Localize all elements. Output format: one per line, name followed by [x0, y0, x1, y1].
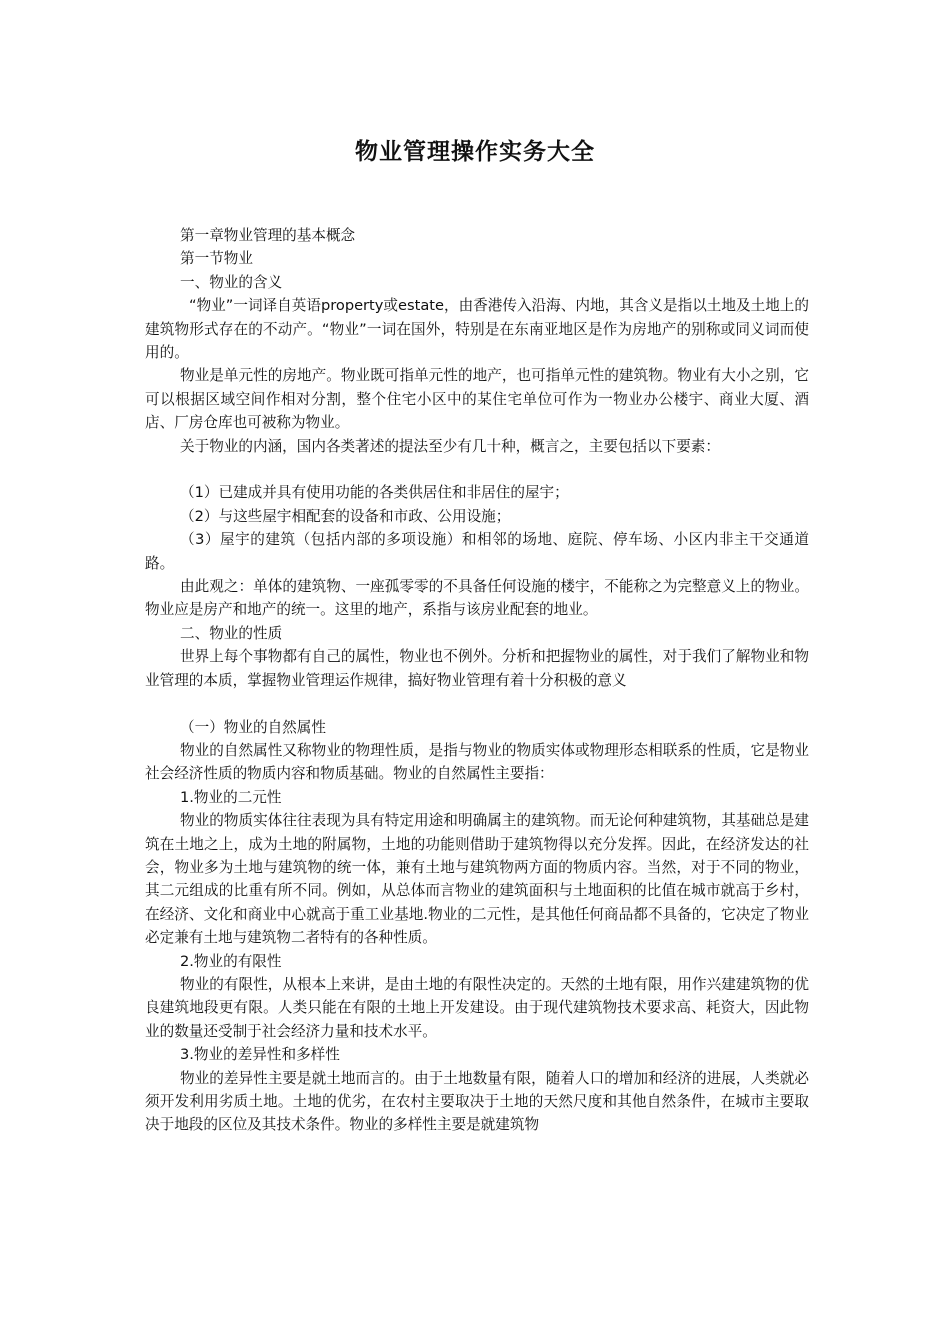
item-heading: 3.物业的差异性和多样性 [180, 1046, 340, 1064]
item-heading: 1.物业的二元性 [180, 788, 282, 806]
paragraph: 由此观之：单体的建筑物、一座孤零零的不具备任何设施的楼宇，不能称之为完整意义上的物业。物业应是房产和地产的统一。这里的地产，系指与该房业配套的地业。 [145, 578, 809, 619]
document-body [145, 224, 809, 1137]
subsection-heading: 一、物业的含义 [180, 273, 283, 291]
chapter-heading: 第一章物业管理的基本概念 [180, 227, 356, 244]
subsection-heading: 二、物业的性质 [180, 624, 283, 642]
document-title: 物业管理操作实务大全 [355, 139, 595, 165]
list-item: （1）已建成并具有使用功能的各类供居住和非居住的屋宇； [180, 484, 569, 502]
subsection-heading: （一）物业的自然属性 [180, 718, 326, 736]
paragraph: 物业是单元性的房地产。物业既可指单元性的地产，也可指单元性的建筑物。物业有大小之别，它可以根据区域空间作相对分割，整个住宅小区中的某住宅单位可作为一物业办公楼宇、商业大厦、酒店、厂房仓库也可被称为物业。 [145, 367, 809, 432]
paragraph: 关于物业的内涵，国内各类著述的提法至少有几十种，概言之，主要包括以下要素： [180, 437, 720, 455]
list-item: （2）与这些屋宇相配套的设备和市政、公用设施； [180, 507, 511, 525]
item-heading: 2.物业的有限性 [180, 952, 282, 970]
list-item: （3）屋宇的建筑（包括内部的多项设施）和相邻的场地、庭院、停车场、小区内非主干交通道路。 [145, 531, 809, 572]
paragraph: “物业”一词译自英语property或estate，由香港传入沿海、内地，其含义是指以土地及土地上的建筑物形式存在的不动产。“物业”一词在国外，特别是在东南亚地区是作为房地产的别称或同义词而使用的。 [145, 297, 809, 362]
paragraph: 世界上每个事物都有自己的属性，物业也不例外。分析和把握物业的属性，对于我们了解物业和物业管理的本质，掌握物业管理运作规律，搞好物业管理有着十分积极的意义 [145, 648, 809, 689]
blank-line [145, 692, 809, 715]
paragraph: 物业的差异性主要是就土地而言的。由于土地数量有限，随着人口的增加和经济的进展，人类就必须开发利用劣质土地。土地的优劣，在农村主要取决于土地的天然尺度和其他自然条件，在城市主要取决于地段的区位及其技术条件。物业的多样性主要是就建筑物 [145, 1069, 809, 1134]
paragraph: 物业的有限性，从根本上来讲，是由土地的有限性决定的。天然的土地有限，用作兴建建筑物的优良建筑地段更有限。人类只能在有限的土地上开发建设。由于现代建筑物技术要求高、耗资大，因此物业的数量还受制于社会经济力量和技术水平。 [145, 975, 809, 1040]
paragraph: 物业的自然属性又称物业的物理性质，是指与物业的物质实体或物理形态相联系的性质，它是物业社会经济性质的物质内容和物质基础。物业的自然属性主要指： [145, 741, 809, 783]
paragraph: 物业的物质实体往往表现为具有特定用途和明确属主的建筑物。而无论何种建筑物，其基础总是建筑在土地之上，成为土地的附属物，土地的功能则借助于建筑物得以充分发挥。因此，在经济发达的社会，物业多为土地与建筑物的统一体，兼有土地与建筑物两方面的物质内容。当然，对于不同的物业，其二元组成的比重有所不同。例如，从总体而言物业的建筑面积与土地面积的比值在城市就高于乡村，在经济、文化和商业中心就高于重工业基地.物业的二元性，是其他任何商品都不具备的，它决定了物业必定兼有土地与建筑物二者特有的各种性质。 [145, 812, 809, 947]
section-heading: 第一节物业 [180, 250, 253, 268]
blank-line [145, 458, 809, 481]
